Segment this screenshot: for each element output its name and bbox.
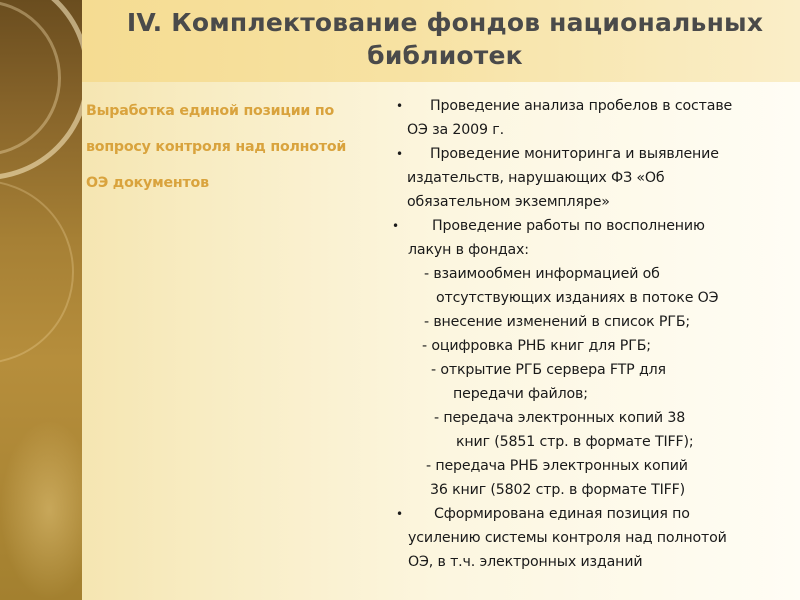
list-item <box>396 406 796 430</box>
subtopic-line: Выработка единой позиции по <box>86 103 335 119</box>
list-item <box>396 550 796 574</box>
slide-title <box>95 6 795 72</box>
subtopic-line: ОЭ документов <box>86 175 209 191</box>
list-item <box>396 190 796 214</box>
list-item-text: - внесение изменений в список РГБ; <box>424 314 691 330</box>
bullet-list <box>392 94 796 574</box>
subtopic-line: вопросу контроля над полнотой <box>86 139 347 155</box>
list-item-text: усилению системы контроля над полнотой <box>408 530 727 546</box>
list-item-text: лакун в фондах: <box>408 242 529 258</box>
list-item <box>396 454 796 478</box>
list-item-text: Проведение мониторинга и выявление <box>430 146 719 162</box>
list-item-text: издательств, нарушающих ФЗ «Об <box>407 170 665 186</box>
list-item-text: - открытие РГБ сервера FTP для <box>431 362 666 378</box>
title-line: библиотек <box>367 41 523 70</box>
list-item-text: Сформирована единая позиция по <box>434 506 690 522</box>
bullet-icon: • <box>396 507 403 521</box>
list-item <box>396 142 796 166</box>
list-item-text: Проведение работы по восполнению <box>432 218 705 234</box>
list-item-text: - передача электронных копий 38 <box>434 410 686 426</box>
list-item-text: - оцифровка РНБ книг для РГБ; <box>422 338 651 354</box>
list-item-text: отсутствующих изданиях в потоке ОЭ <box>436 290 719 306</box>
list-item <box>396 334 796 358</box>
list-item <box>396 358 796 382</box>
bullet-icon: • <box>396 99 403 113</box>
list-item-text: книг (5851 стр. в формате TIFF); <box>456 434 694 450</box>
list-item <box>396 430 796 454</box>
list-item-text: 36 книг (5802 стр. в формате TIFF) <box>430 482 686 498</box>
bullet-icon: • <box>392 219 399 233</box>
list-item <box>396 238 796 262</box>
list-item-text: - взаимообмен информацией об <box>424 266 660 282</box>
list-item <box>396 166 796 190</box>
decorative-ring <box>0 180 74 364</box>
bullet-icon: • <box>396 147 403 161</box>
list-item <box>396 382 796 406</box>
list-item <box>396 118 796 142</box>
list-item-text: передачи файлов; <box>453 386 588 402</box>
list-item <box>392 214 796 238</box>
list-item-text: ОЭ за 2009 г. <box>407 122 504 138</box>
list-item <box>396 94 796 118</box>
list-item <box>396 502 796 526</box>
list-item <box>396 262 796 286</box>
subtopic-text <box>86 93 391 201</box>
title-line: IV. Комплектование фондов национальных <box>126 8 764 37</box>
decorative-sidebar <box>0 0 82 600</box>
list-item <box>396 286 796 310</box>
decorative-glow <box>0 420 82 600</box>
list-item-text: - передача РНБ электронных копий <box>426 458 688 474</box>
list-item <box>396 478 796 502</box>
list-item-text: ОЭ, в т.ч. электронных изданий <box>408 554 643 570</box>
list-item <box>396 526 796 550</box>
list-item <box>396 310 796 334</box>
list-item-text: обязательном экземпляре» <box>407 194 610 210</box>
list-item-text: Проведение анализа пробелов в составе <box>430 98 733 114</box>
